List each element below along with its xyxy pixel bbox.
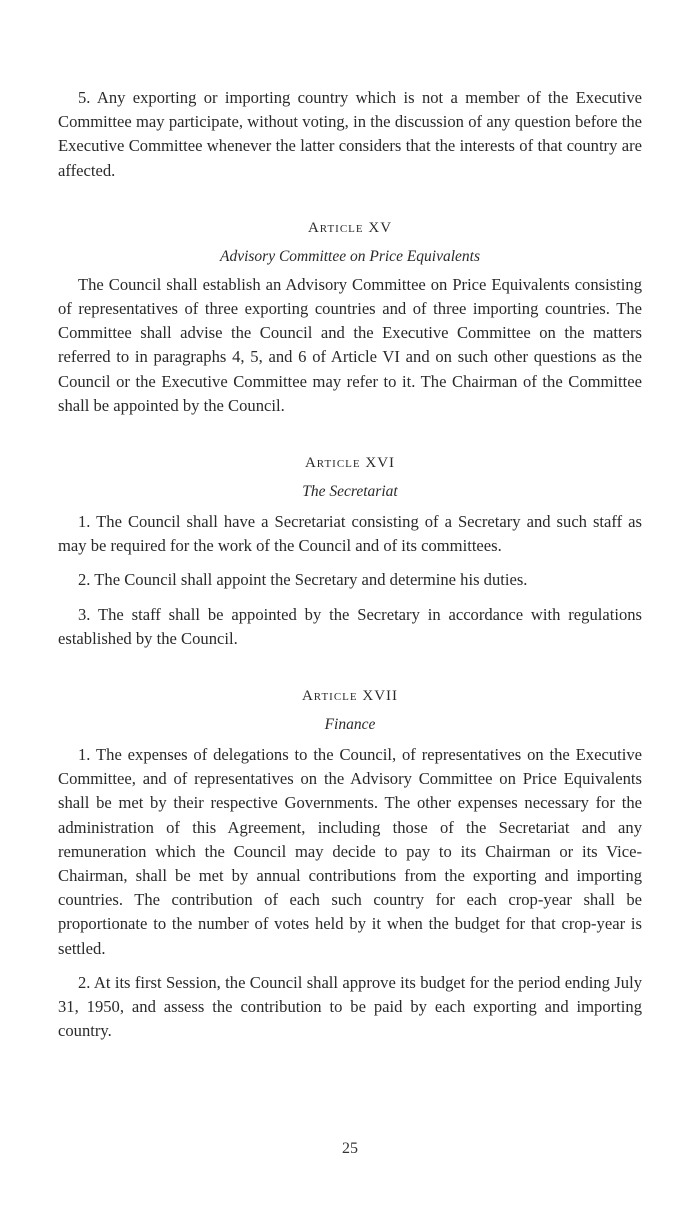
article-xvi-paragraph-2: 2. The Council shall appoint the Secretary and determine his duties. — [78, 570, 528, 590]
article-xvi-subtitle: The Secretariat — [302, 483, 398, 501]
article-xvii-subtitle: Finance — [324, 716, 376, 734]
article-xvi-paragraph-1: 1. The Council shall have a Secretariat consisting of a Secretary and such staff as may be required for the work of the Council and of its committees. — [58, 512, 642, 556]
article-xv-paragraph: The Council shall establish an Advisory Committee on Price Equivalents consisting of representatives of three exporting countries and of three importing countries. The Committee shall advise the Council and the Executive Committee on the matters referred to in paragraphs 4, 5, and 6 of Article VI and on such other questions as the Council or the Executive Committee may refer to it. The Chairman of the Committee shall be appointed by the Council. — [58, 274, 642, 415]
article-xvii-title: Article XVII — [301, 688, 399, 705]
article-xv-title: Article XV — [307, 219, 393, 236]
article-xvii-paragraph-2: 2. At its first Session, the Council shall approve its budget for the period ending July 31, 1950, and assess the contribution to be paid by each exporting and importing country. — [58, 972, 642, 1041]
article-xv-subtitle: Advisory Committee on Price Equivalents — [220, 247, 480, 265]
paragraph-5-executive-committee: 5. Any exporting or importing country which is not a member of the Executive Committee may participate, without voting, in the discussion of any question before the Executive Committee whenever the latter considers that the interests of that country are affected. — [58, 88, 642, 180]
page-number: 25 — [342, 1140, 358, 1157]
document-page — [58, 86, 642, 1043]
article-xvi-title: Article XVI — [304, 455, 396, 472]
article-xvii-paragraph-1: 1. The expenses of delegations to the Council, of representatives on the Executive Committee, and of representatives on the Advisory Committee on Price Equivalents shall be met by their respective Governments. The other expenses necessary for the administration of this Agreement, including those of the Secretariat and any remuneration which the Council may decide to pay to its Chairman or its Vice-Chairman, shall be met by annual contributions from the exporting and importing countries. The contribution of each such country for each crop-year shall be proportionate to the number of votes held by it when the budget for that crop-year is settled. — [58, 745, 642, 958]
article-xvi-paragraph-3: 3. The staff shall be appointed by the Secretary in accordance with regulations established by the Council. — [58, 604, 642, 648]
